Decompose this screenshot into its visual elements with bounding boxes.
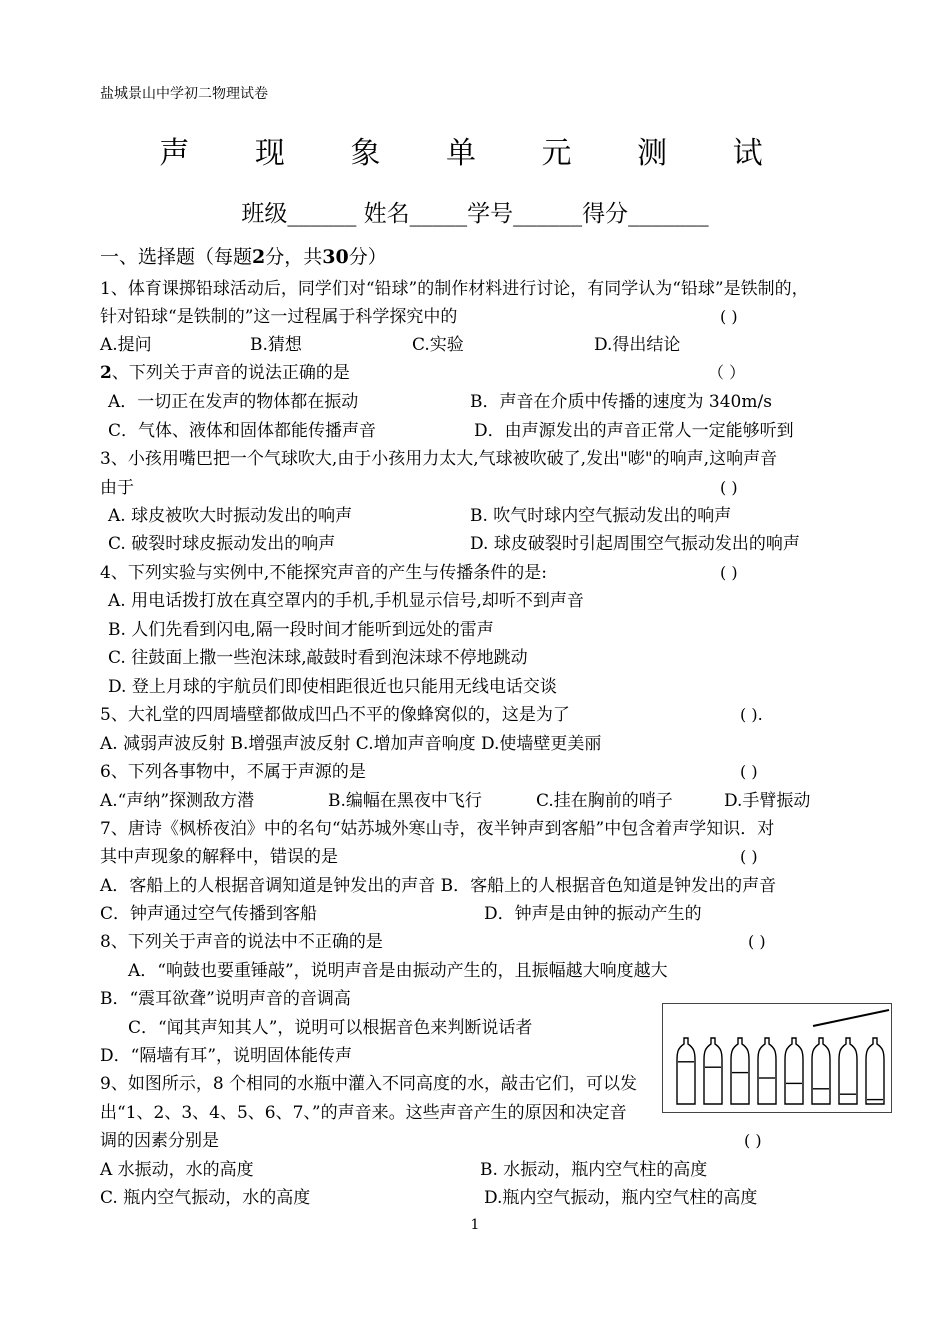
option-b: B．“震耳欲聋”说明声音的音调高 (100, 989, 351, 1009)
option-a: A.“声纳”探测敌方潜 (100, 791, 255, 811)
option-c: C. 瓶内空气振动，水的高度 (100, 1188, 311, 1208)
option-a: A. 用电话拨打放在真空罩内的手机,手机显示信号,却听不到声音 (108, 591, 584, 611)
option-c: C. 往鼓面上撒一些泡沫球,敲鼓时看到泡沫球不停地跳动 (108, 648, 528, 668)
question-6-stem: 6、下列各事物中，不属于声源的是 (100, 762, 366, 782)
option-c: C.挂在胸前的哨子 (536, 791, 673, 811)
option-d: D.得出结论 (594, 335, 681, 355)
option-d: D．由声源发出的声音正常人一定能够听到 (474, 421, 794, 441)
option-c: C．气体、液体和固体都能传播声音 (108, 421, 377, 441)
option-a: A 水振动，水的高度 (100, 1160, 254, 1180)
question-9-line-2: 出“1、2、3、4、5、6、7、”的声音来。这些声音产生的原因和决定音 (100, 1103, 627, 1123)
question-5-stem: 5、大礼堂的四周墙壁都做成凹凸不平的像蜂窝似的，这是为了 (100, 705, 570, 725)
student-info-line: 班级______ 姓名_____学号______得分_______ (241, 201, 709, 227)
bottles-illustration-icon (663, 1004, 891, 1112)
school-header: 盐城景山中学初二物理试卷 (100, 86, 268, 102)
answer-blank: ( ) (740, 762, 758, 781)
option-a: A．一切正在发声的物体都在振动 (108, 392, 359, 412)
option-d: D. 球皮破裂时引起周围空气振动发出的响声 (470, 534, 800, 554)
option-b: B. 人们先看到闪电,隔一段时间才能听到远处的雷声 (108, 620, 494, 640)
bottle (812, 1038, 830, 1104)
question-7-line-1: 7、唐诗《枫桥夜泊》中的名句“姑苏城外寒山寺，夜半钟声到客船”中包含着声学知识．对 (100, 819, 775, 839)
bottle (704, 1038, 722, 1104)
eight-water-bottles-figure (662, 1003, 892, 1113)
option-a: A.提问 (100, 335, 152, 355)
option-b: B. 吹气时球内空气振动发出的响声 (470, 506, 732, 526)
question-5-options: A. 减弱声波反射 B.增强声波反射 C.增加声音响度 D.使墙壁更美丽 (100, 734, 602, 754)
option-d: D．钟声是由钟的振动产生的 (484, 904, 702, 924)
bottle (785, 1038, 803, 1104)
option-c: C.实验 (412, 335, 464, 355)
options-a-b: A．客船上的人根据音调知道是钟发出的声音 B．客船上的人根据音色知道是钟发出的声音 (100, 876, 777, 896)
bottle (866, 1038, 884, 1104)
option-c: C．钟声通过空气传播到客船 (100, 904, 318, 924)
answer-blank: ( ) (720, 307, 738, 326)
bottle (758, 1038, 776, 1104)
question-8-stem: 8、下列关于声音的说法中不正确的是 (100, 932, 383, 952)
question-7-line-2: 其中声现象的解释中，错误的是 (100, 847, 338, 867)
option-d: D. 登上月球的宇航员们即使相距很近也只能用无线电话交谈 (108, 677, 557, 697)
question-9-line-3: 调的因素分别是 (100, 1131, 219, 1151)
bottle (677, 1038, 695, 1104)
option-c: C．“闻其声知其人”，说明可以根据音色来判断说话者 (128, 1018, 533, 1038)
option-d: D.手臂振动 (724, 791, 811, 811)
answer-blank: ( ) (720, 478, 738, 497)
question-3-line-2: 由于 (100, 478, 134, 498)
option-b: B. 水振动，瓶内空气柱的高度 (480, 1160, 708, 1180)
question-1-line-1: 1、体育课掷铅球活动后，同学们对“铅球”的制作材料进行讨论，有同学认为“铅球”是铁制的， (100, 279, 809, 299)
bottle (731, 1038, 749, 1104)
question-1-line-2: 针对铅球“是铁制的”这一过程属于科学探究中的 (100, 307, 458, 327)
option-a: A．“响鼓也要重锤敲”，说明声音是由振动产生的，且振幅越大响度越大 (128, 961, 668, 981)
option-b: B.猜想 (250, 335, 302, 355)
answer-blank: ( ) (748, 932, 766, 951)
answer-blank: ( ). (740, 705, 763, 724)
question-3-line-1: 3、小孩用嘴巴把一个气球吹大,由于小孩用力太大,气球被吹破了,发出"嘭"的响声,这响声音 (100, 449, 778, 469)
exam-title: 声 现 象 单 元 测 试 (159, 136, 791, 171)
page-number: 1 (470, 1217, 480, 1233)
option-b: B．声音在介质中传播的速度为 340m/s (470, 392, 772, 412)
option-a: A. 球皮被吹大时振动发出的响声 (108, 506, 353, 526)
answer-blank: ( ) (720, 563, 738, 582)
answer-blank: ( ) (744, 1131, 762, 1150)
option-d: D.瓶内空气振动，瓶内空气柱的高度 (484, 1188, 758, 1208)
question-9-line-1: 9、如图所示，8 个相同的水瓶中灌入不同高度的水，敲击它们，可以发 (100, 1074, 638, 1094)
striking-stick (813, 1010, 889, 1026)
question-4-stem: 4、下列实验与实例中,不能探究声音的产生与传播条件的是: (100, 563, 547, 583)
question-2-stem: 2、下列关于声音的说法正确的是 (100, 363, 350, 383)
answer-blank: （ ） (708, 363, 746, 382)
option-b: B.编幅在黑夜中飞行 (328, 791, 482, 811)
option-c: C. 破裂时球皮振动发出的响声 (108, 534, 336, 554)
answer-blank: ( ) (740, 847, 758, 866)
option-d: D．“隔墙有耳”，说明固体能传声 (100, 1046, 353, 1066)
section-heading: 一、选择题（每题2分，共30分） (100, 246, 387, 268)
